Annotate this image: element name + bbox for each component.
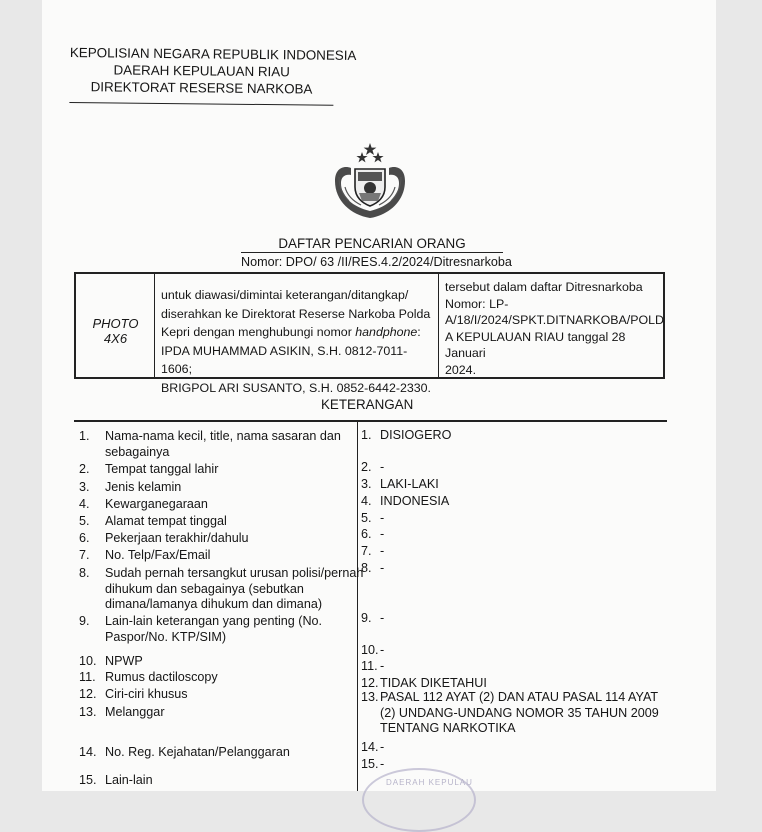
field-value-number: 12. — [361, 676, 379, 690]
field-value-text-line: - — [380, 527, 385, 541]
contact-instruction-cell — [155, 274, 439, 395]
field-value-number: 1. — [361, 428, 372, 442]
contact-officer-1: IPDA MUHAMMAD ASIKIN, S.H. 0812-7011-1606; — [161, 343, 408, 376]
photo-cell — [76, 274, 155, 377]
field-value-number: 5. — [361, 511, 372, 525]
field-value-text — [380, 527, 665, 543]
photo-label: PHOTO — [92, 316, 139, 331]
field-label-number: 1. — [79, 429, 90, 443]
field-label-text-line: Ciri-ciri khusus — [105, 687, 188, 701]
field-label-number: 7. — [79, 548, 90, 562]
contact-officer-2: BRIGPOL ARI SUSANTO, S.H. 0852-6442-2330. — [161, 380, 431, 395]
field-label-text-line: Melanggar — [105, 705, 165, 719]
field-label-text — [105, 462, 387, 478]
field-value-number: 4. — [361, 494, 372, 508]
field-value-text-line: - — [380, 740, 385, 754]
field-label-text — [105, 687, 387, 703]
field-label-text-line: Rumus dactiloscopy — [105, 670, 218, 684]
field-label-text-line: dihukum dan sebagainya (sebutkan — [105, 581, 304, 596]
field-value-text — [380, 659, 665, 675]
field-value-text — [380, 643, 665, 659]
field-label-text-line: Nama-nama kecil, title, nama sasaran dan — [105, 429, 341, 443]
field-label-text-line: No. Telp/Fax/Email — [105, 548, 211, 562]
field-label-text — [105, 745, 387, 761]
document-page — [42, 0, 716, 791]
document-title: DAFTAR PENCARIAN ORANG — [241, 236, 503, 253]
letterhead-line-3: DIREKTORAT RESERSE NARKOBA — [90, 79, 313, 97]
field-value-number: 8. — [361, 561, 372, 575]
field-label-number: 2. — [79, 462, 90, 476]
field-value-text-line: - — [380, 561, 385, 575]
reference-line-5: 2024. — [445, 362, 477, 377]
field-value-number: 11. — [361, 659, 378, 673]
field-label-text — [105, 614, 387, 645]
field-value-number: 3. — [361, 477, 372, 491]
letterhead-line-1: KEPOLISIAN NEGARA REPUBLIK INDONESIA — [69, 44, 357, 63]
info-box — [74, 272, 665, 395]
field-label-text — [105, 566, 387, 613]
field-value-number: 14. — [361, 740, 379, 754]
field-value-number: 6. — [361, 527, 372, 541]
field-label-text — [105, 531, 387, 547]
field-value-number: 10. — [361, 643, 379, 657]
field-label-text — [105, 670, 387, 686]
instruction-line-3 — [161, 323, 434, 342]
field-label-number: 4. — [79, 497, 90, 511]
field-label-number: 14. — [79, 745, 97, 759]
field-value-text — [380, 511, 665, 527]
field-value-number: 9. — [361, 611, 372, 625]
field-value-text — [380, 544, 665, 560]
field-label-number: 15. — [79, 773, 97, 787]
field-label-text — [105, 429, 387, 460]
field-value-text-line: TENTANG NARKOTIKA — [380, 721, 516, 735]
field-value-number: 2. — [361, 460, 372, 474]
field-value-text-line: (2) UNDANG-UNDANG NOMOR 35 TAHUN 2009 — [380, 705, 659, 720]
reference-line-2: Nomor: LP- — [445, 296, 509, 311]
field-label-text-line: sebagainya — [105, 444, 170, 459]
field-value-text-line: - — [380, 511, 385, 525]
field-label-text-line: Lain-lain — [105, 773, 153, 787]
field-value-text — [380, 460, 665, 476]
keterangan-divider — [74, 420, 667, 422]
field-label-text-line: Alamat tempat tinggal — [105, 514, 227, 528]
field-label-number: 13. — [79, 705, 97, 719]
field-value-text-line: PASAL 112 AYAT (2) DAN ATAU PASAL 114 AYAT — [380, 690, 659, 704]
reference-line-3: A/18/I/2024/SPKT.DITNARKOBA/POLD — [445, 313, 664, 327]
field-value-text — [380, 561, 665, 577]
field-label-number: 3. — [79, 480, 90, 494]
field-label-text-line: Lain-lain keterangan yang penting (No. — [105, 614, 323, 628]
field-label-text — [105, 480, 387, 496]
field-label-number: 5. — [79, 514, 90, 528]
instruction-line-1: untuk diawasi/dimintai keterangan/ditangkap/ — [161, 288, 409, 302]
field-value-text — [380, 494, 665, 510]
instruction-line-3-text: Kepri dengan menghubungi nomor — [161, 325, 356, 339]
field-value-text-line: DISIOGERO — [380, 428, 452, 442]
field-label-number: 9. — [79, 614, 90, 628]
field-label-text — [105, 773, 387, 789]
field-label-text-line: No. Reg. Kejahatan/Pelanggaran — [105, 745, 290, 759]
field-label-text — [105, 654, 387, 670]
instruction-colon: : — [417, 325, 421, 339]
field-value-text — [380, 428, 665, 444]
instruction-handphone: handphone — [355, 325, 418, 339]
field-value-number: 13. — [361, 690, 379, 704]
field-value-text-line: - — [380, 757, 385, 771]
field-value-number: 7. — [361, 544, 372, 558]
field-label-number: 10. — [79, 654, 97, 668]
field-label-text-line: Paspor/No. KTP/SIM) — [105, 629, 227, 644]
field-label-text — [105, 705, 387, 721]
field-value-number: 15. — [361, 757, 379, 771]
field-value-text — [380, 690, 665, 737]
police-emblem-icon — [329, 141, 411, 219]
field-value-text — [380, 477, 665, 493]
report-reference-cell — [439, 274, 663, 382]
field-label-number: 11. — [79, 670, 96, 684]
reference-line-4: A KEPULAUAN RIAU tanggal 28 Januari — [445, 329, 626, 360]
field-label-text — [105, 548, 387, 564]
field-value-text-line: - — [380, 460, 385, 474]
field-value-text — [380, 740, 665, 756]
field-label-text-line: Sudah pernah tersangkut urusan polisi/pernah — [105, 566, 364, 580]
field-value-text-line: - — [380, 643, 385, 657]
field-label-text-line: Jenis kelamin — [105, 480, 182, 494]
field-label-number: 6. — [79, 531, 90, 545]
field-label-text-line: Tempat tanggal lahir — [105, 462, 219, 476]
stamp-text: DAERAH KEPULAU — [386, 778, 473, 787]
field-value-text-line: - — [380, 659, 385, 673]
document-number: Nomor: DPO/ 63 /II/RES.4.2/2024/Ditresnarkoba — [241, 255, 512, 269]
field-value-text-line: - — [380, 611, 385, 625]
field-label-text-line: Kewarganegaraan — [105, 497, 208, 511]
field-label-text — [105, 514, 387, 530]
letterhead-underline — [69, 102, 333, 106]
official-stamp — [362, 768, 476, 832]
field-label-number: 8. — [79, 566, 90, 580]
field-label-text-line: NPWP — [105, 654, 143, 668]
field-label-text-line: dimana/lamanya dihukum dan dimana) — [105, 597, 323, 611]
field-value-text-line: - — [380, 544, 385, 558]
field-value-text — [380, 611, 665, 627]
field-label-text — [105, 497, 387, 513]
field-label-text-line: Pekerjaan terakhir/dahulu — [105, 531, 249, 545]
field-value-text-line: TIDAK DIKETAHUI — [380, 676, 487, 690]
document-title-block — [241, 236, 512, 269]
instruction-line-2: diserahkan ke Direktorat Reserse Narkoba Polda — [161, 306, 431, 321]
letterhead — [69, 44, 357, 98]
letterhead-line-2: DAERAH KEPULAUAN RIAU — [113, 62, 290, 80]
field-value-text-line: INDONESIA — [380, 494, 450, 508]
field-label-number: 12. — [79, 687, 97, 701]
photo-size: 4X6 — [103, 331, 128, 346]
keterangan-heading: KETERANGAN — [321, 397, 414, 412]
reference-line-1: tersebut dalam daftar Ditresnarkoba — [445, 280, 643, 294]
field-value-text-line: LAKI-LAKI — [380, 477, 439, 491]
